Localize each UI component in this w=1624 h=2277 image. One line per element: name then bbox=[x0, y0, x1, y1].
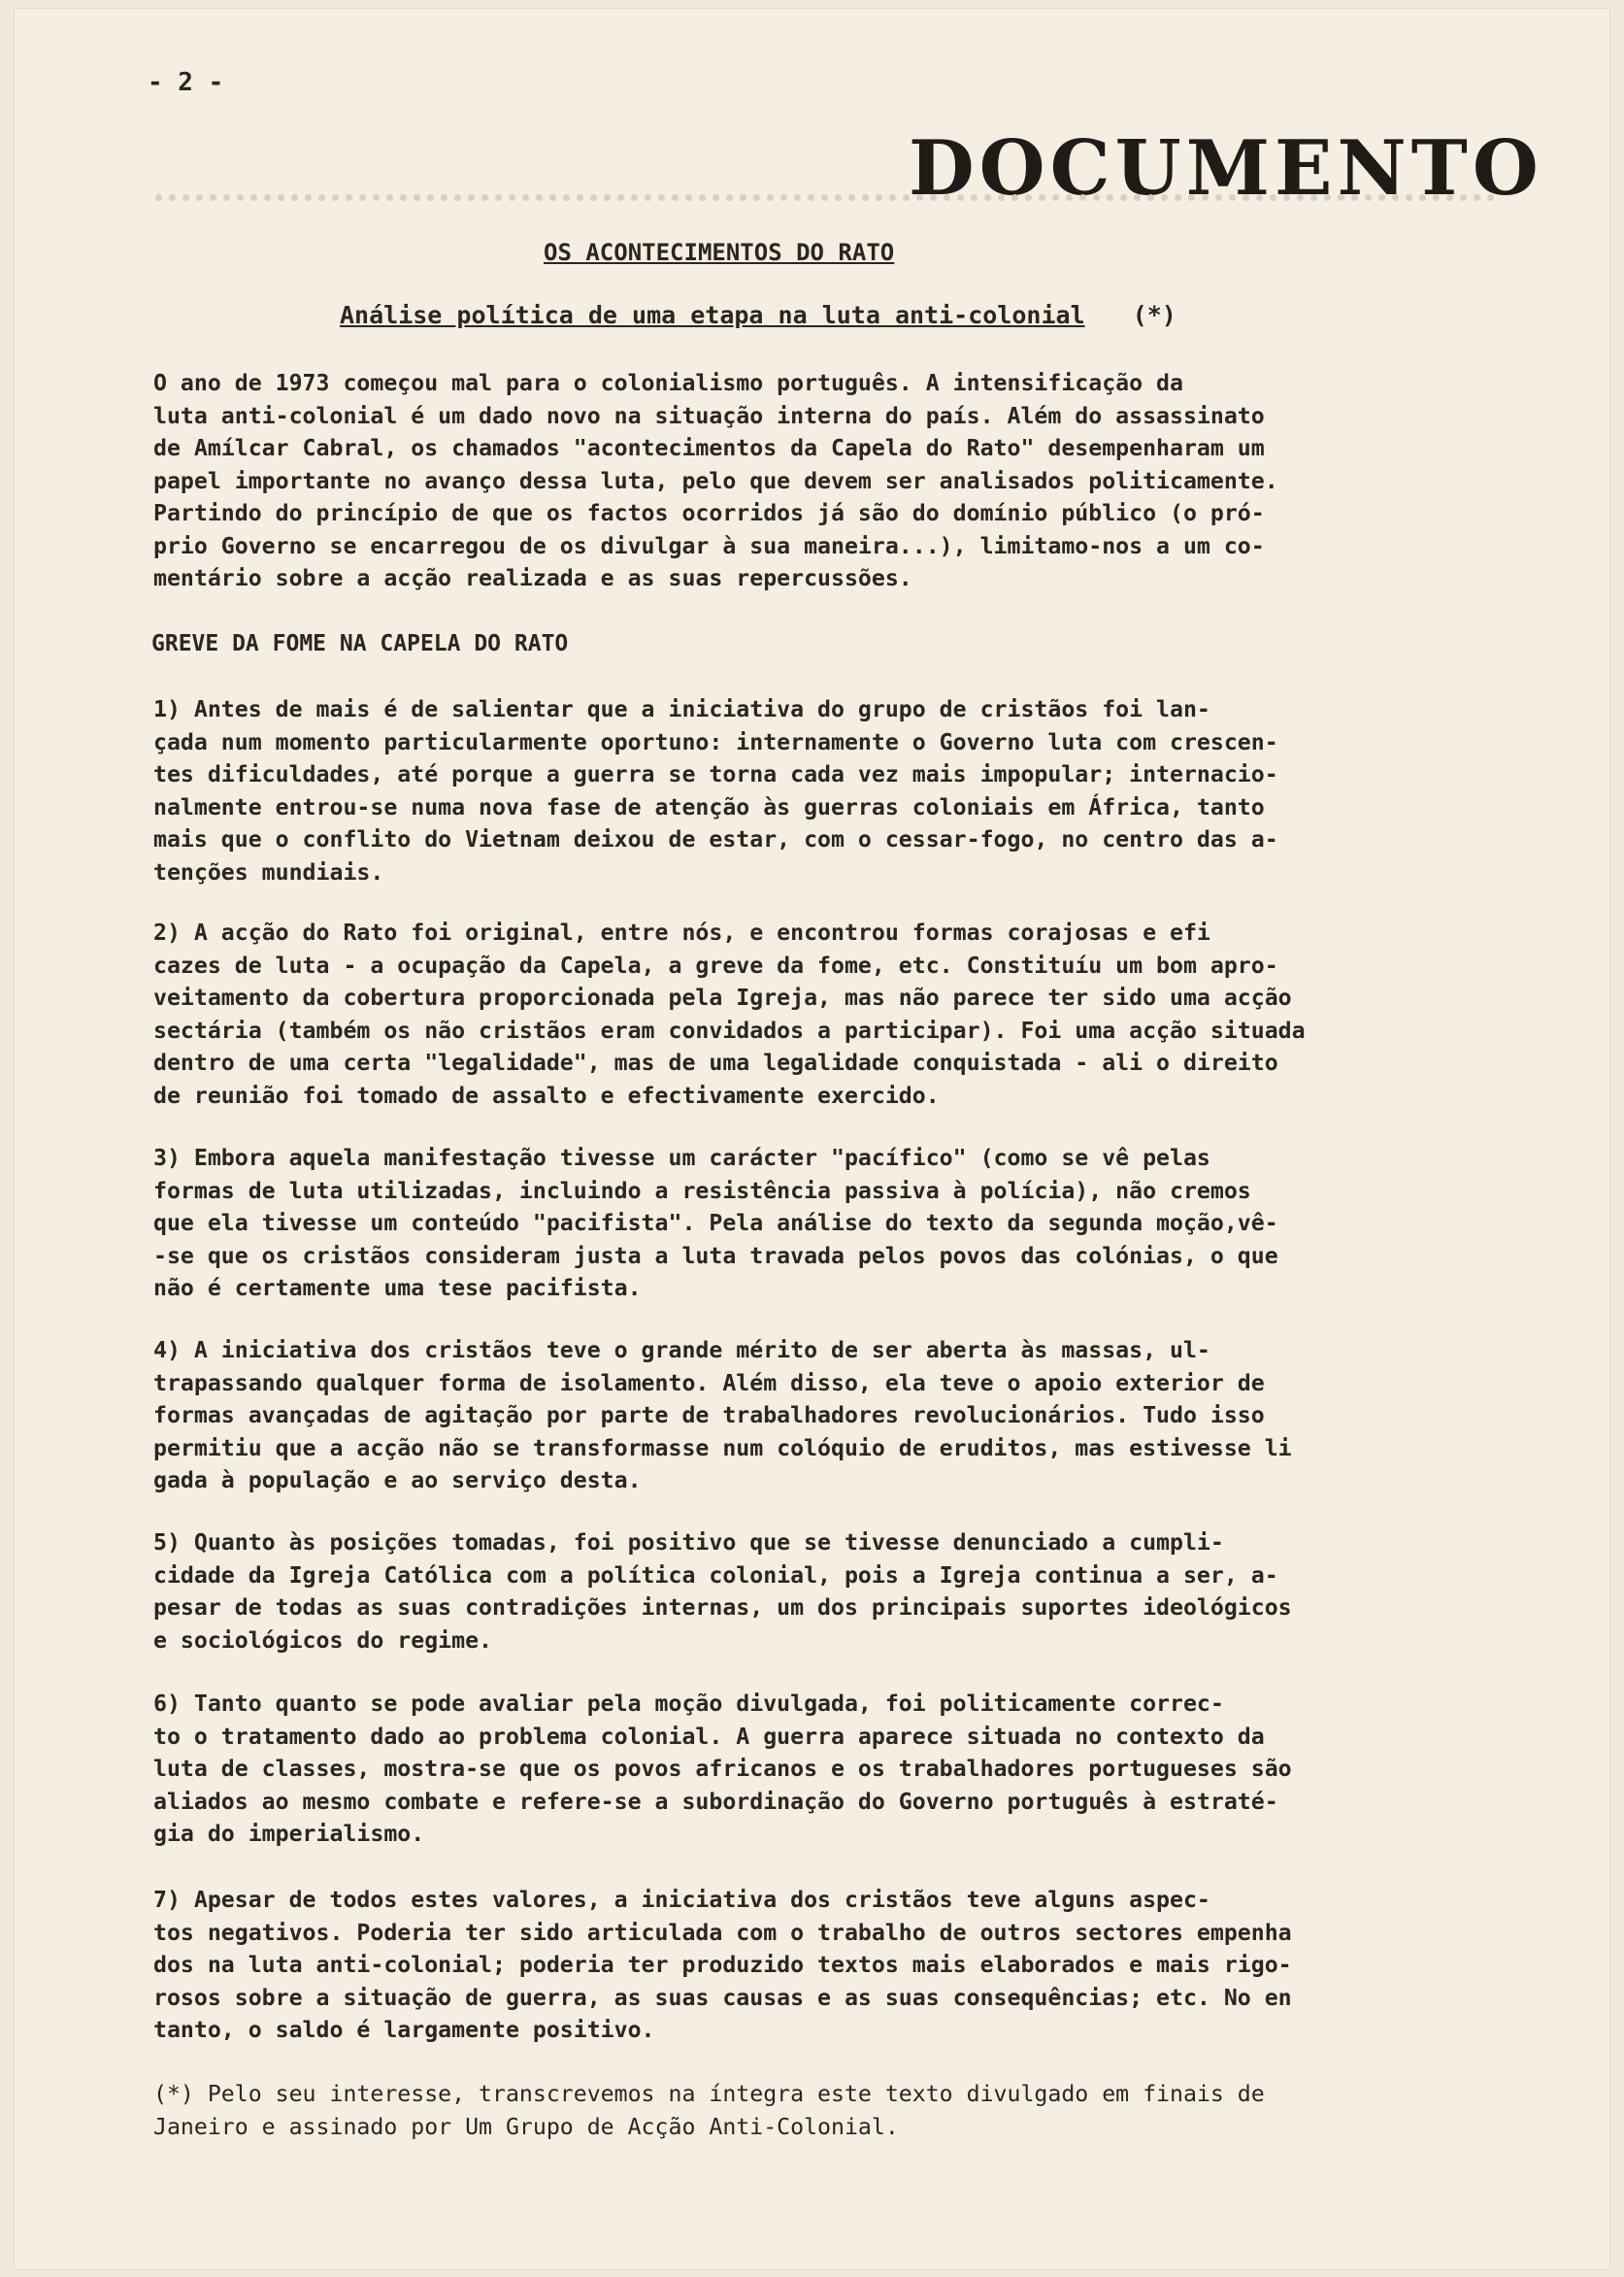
article-title: OS ACONTECIMENTOS DO RATO bbox=[544, 239, 895, 266]
point-paragraph: 6) Tanto quanto se pode avaliar pela moção divulgada, foi politicamente correc- to o tratamento dado ao problema colonial. A guerra aparece situada no contexto da luta de classes, mostra-se que os povos africanos e os trabalhadores portugueses são aliados ao mesmo combate e refere-se a subordinação do Governo português à estraté- gia do imperialismo. bbox=[153, 1691, 1292, 1847]
point-paragraph: 7) Apesar de todos estes valores, a iniciativa dos cristãos teve alguns aspec- tos negativos. Poderia ter sido articulada com o trabalho de outros sectores empenha dos na luta anti-colonial; poderia ter produzido textos mais elaborados e mais rigo- rosos sobre a situação de guerra, as suas causas e as suas consequências; etc. No en tanto, o saldo é largamente positivo. bbox=[153, 1887, 1292, 2043]
section-heading: GREVE DA FOME NA CAPELA DO RATO bbox=[151, 631, 569, 656]
article-subtitle bbox=[340, 301, 1177, 329]
subtitle-text: Análise política de uma etapa na luta anti-colonial bbox=[340, 301, 1085, 329]
footnote: (*) Pelo seu interesse, transcrevemos na íntegra este texto divulgado em finais de Janeiro e assinado por Um Grupo de Acção Anti-Colonial. bbox=[153, 2081, 1265, 2140]
point-paragraph: 1) Antes de mais é de salientar que a iniciativa do grupo de cristãos foi lan- çada num momento particularmente oportuno: internamente o Governo luta com crescen- tes dificuldades, até porque a guerra se torna cada vez mais impopular; internacio- nalmente entrou-se numa nova fase de atenção às guerras coloniais em África, tanto mais que o conflito do Vietnam deixou de estar, com o cessar-fogo, no centro das a- tenções mundiais. bbox=[153, 696, 1278, 886]
point-paragraph: 4) A iniciativa dos cristãos teve o grande mérito de ser aberta às massas, ul- trapassando qualquer forma de isolamento. Além disso, ela teve o apoio exterior de formas avançadas de agitação por parte de trabalhadores revolucionários. Tudo isso permitiu que a acção não se transformasse num colóquio de eruditos, mas estivesse li gada à população e ao serviço desta. bbox=[153, 1337, 1292, 1493]
subtitle-footnote-mark: (*) bbox=[1132, 301, 1177, 329]
point-paragraph: 3) Embora aquela manifestação tivesse um carácter "pacífico" (como se vê pelas formas de luta utilizadas, incluindo a resistência passiva à polícia), não cremos que ela tivesse um conteúdo "pacifista". Pela análise do texto da segunda moção,vê- -se que os cristãos consideram justa a luta travada pelos povos das colónias, o que não é certamente uma tese pacifista. bbox=[153, 1145, 1278, 1301]
page-number: - 2 - bbox=[148, 68, 224, 97]
point-paragraph: 5) Quanto às posições tomadas, foi positivo que se tivesse denunciado a cumpli- cidade da Igreja Católica com a política colonial, pois a Igreja continua a ser, a- pesar de todas as suas contradições internas, um dos principais suportes ideológicos e sociológicos do regime. bbox=[153, 1529, 1292, 1654]
bleed-through-text bbox=[1204, 223, 1241, 349]
intro-paragraph: O ano de 1973 começou mal para o colonialismo português. A intensificação da luta anti-colonial é um dado novo na situação interna do país. Além do assassinato de Amílcar Cabral, os chamados "acontecimentos da Capela do Rato" desempenharam um papel importante no avanço dessa luta, pelo que devem ser analisados politicamente. Partindo do princípio de que os factos ocorridos já são do domínio público (o pró- prio Governo se encarregou de os divulgar à sua maneira...), limitamo-nos a um co- mentário sobre a acção realizada e as suas repercussões. bbox=[153, 370, 1278, 591]
point-paragraph: 2) A acção do Rato foi original, entre nós, e encontrou formas corajosas e efi cazes de luta - a ocupação da Capela, a greve da fome, etc. Constituíu um bom apro- veitamento da cobertura proporcionada pela Igreja, mas não parece ter sido uma acção sectária (também os não cristãos eram convidados a participar). Foi uma acção situada dentro de uma certa "legalidade", mas de uma legalidade conquistada - ali o direito de reunião foi tomado de assalto e efectivamente exercido. bbox=[153, 920, 1306, 1109]
dotted-rule bbox=[155, 194, 1495, 201]
masthead: DOCUMENTO bbox=[909, 124, 1543, 213]
